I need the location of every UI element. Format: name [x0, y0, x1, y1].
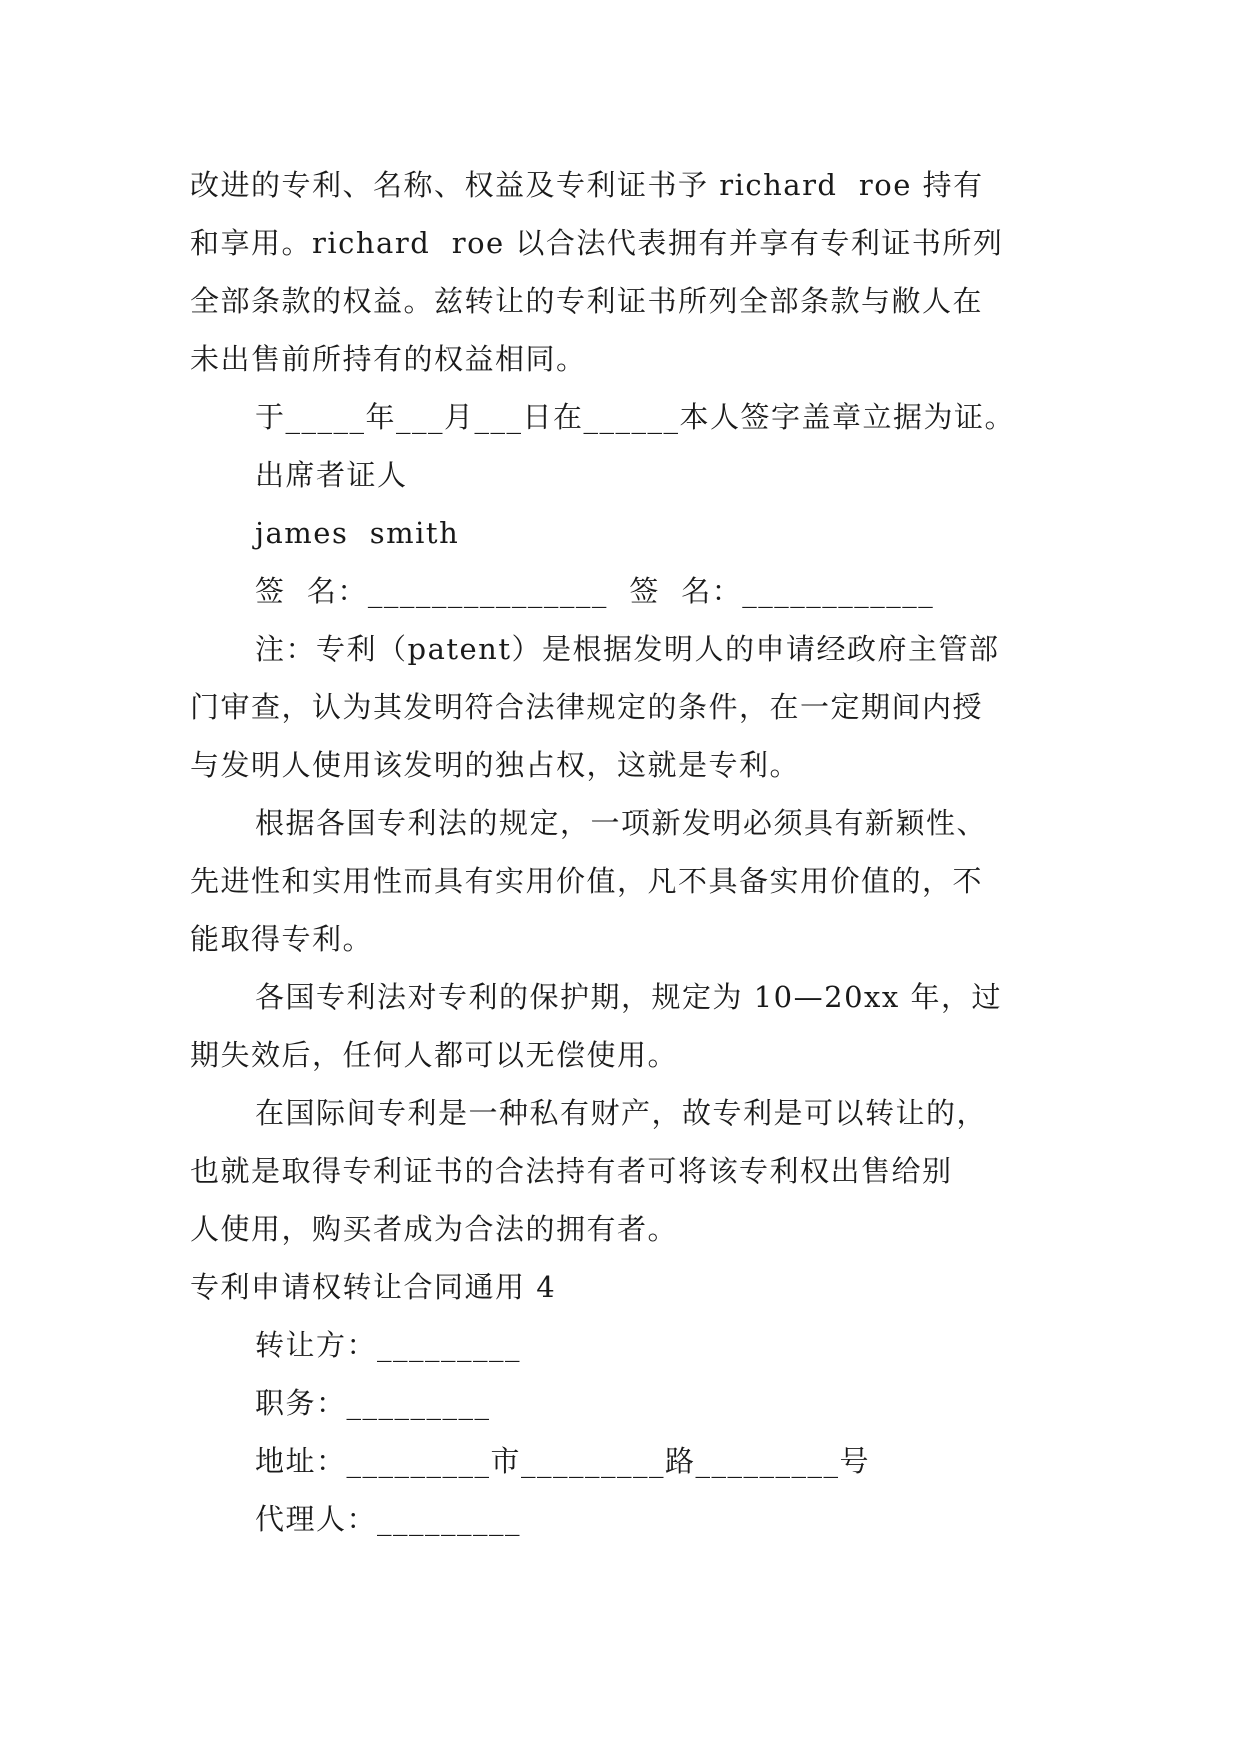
address-field: 地址：_________市_________路_________号 — [255, 1444, 871, 1478]
section-title: 专利申请权转让合同通用 4 — [190, 1270, 557, 1304]
note-paragraph-line: 门审查，认为其发明符合法律规定的条件，在一定期间内授 — [190, 690, 984, 724]
paragraph-line: 先进性和实用性而具有实用价值，凡不具备实用价值的，不 — [190, 864, 984, 898]
paragraph-line: 各国专利法对专利的保护期，规定为 10—20xx 年，过 — [255, 980, 1002, 1014]
note-paragraph-line: 注：专利（patent）是根据发明人的申请经政府主管部 — [255, 632, 1000, 666]
signature-line: 签 名：_______________ 签 名：____________ — [255, 574, 935, 608]
paragraph-line: 改进的专利、名称、权益及专利证书予 richard roe 持有 — [190, 168, 984, 202]
witness-name: james smith — [255, 516, 460, 550]
paragraph-line: 也就是取得专利证书的合法持有者可将该专利权出售给别 — [190, 1154, 953, 1188]
paragraph-line: 根据各国专利法的规定，一项新发明必须具有新颖性、 — [255, 806, 988, 840]
paragraph-line: 期失效后，任何人都可以无偿使用。 — [190, 1038, 679, 1072]
witness-label: 出席者证人 — [255, 458, 408, 492]
date-sign-line: 于_____年___月___日在______本人签字盖章立据为证。 — [255, 400, 1016, 434]
paragraph-line: 未出售前所持有的权益相同。 — [190, 342, 587, 376]
position-field: 职务：_________ — [255, 1386, 491, 1420]
paragraph-line: 能取得专利。 — [190, 922, 374, 956]
paragraph-line: 在国际间专利是一种私有财产，故专利是可以转让的， — [255, 1096, 988, 1130]
agent-field: 代理人：_________ — [255, 1502, 522, 1536]
transferor-field: 转让方：_________ — [255, 1328, 522, 1362]
paragraph-line: 全部条款的权益。兹转让的专利证书所列全部条款与敝人在 — [190, 284, 984, 318]
paragraph-line: 和享用。richard roe 以合法代表拥有并享有专利证书所列 — [190, 226, 1004, 260]
paragraph-line: 人使用，购买者成为合法的拥有者。 — [190, 1212, 679, 1246]
note-paragraph-line: 与发明人使用该发明的独占权，这就是专利。 — [190, 748, 801, 782]
